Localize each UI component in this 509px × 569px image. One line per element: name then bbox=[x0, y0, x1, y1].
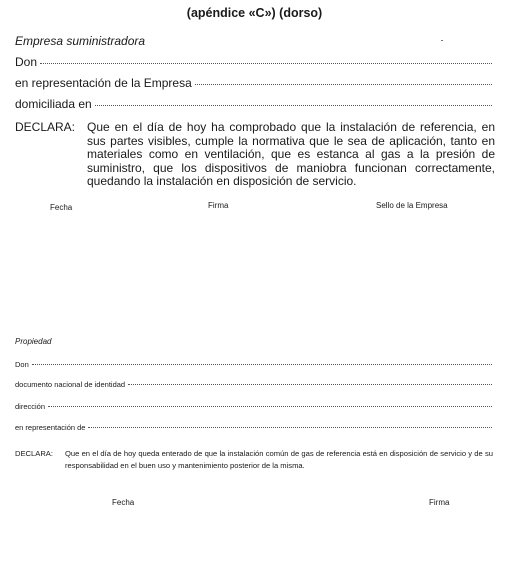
field-don[interactable] bbox=[15, 55, 492, 69]
dotted-line bbox=[195, 84, 492, 85]
dotted-line bbox=[128, 384, 492, 385]
declara-text: Que en el día de hoy ha comprobado que la instalación de referencia, en sus partes visibles, cumple la normativa que le sea de aplicación, tanto en materiales como en ventilación, que es estanca al gas a la presión de suministro, que los dispositivos de maniobra funcionan correctamente, quedando la instalación en disposición de servicio. bbox=[87, 120, 495, 188]
field-label: dirección bbox=[15, 402, 46, 411]
signature-sello: Sello de la Empresa bbox=[376, 201, 448, 210]
dotted-line bbox=[95, 105, 492, 106]
stray-mark bbox=[441, 40, 443, 41]
field-label: domiciliada en bbox=[15, 97, 92, 111]
declaration-2 bbox=[15, 448, 495, 471]
declara-text: Que en el día de hoy queda enterado de que la instalación común de gas de referencia está en disposición de servicio y de su responsabilidad en el buen uso y mantenimiento posterior de la misma. bbox=[65, 449, 493, 470]
field-dni[interactable] bbox=[15, 380, 492, 389]
signature-fecha-2: Fecha bbox=[112, 498, 135, 507]
signature-firma-2: Firma bbox=[429, 498, 450, 507]
dotted-line bbox=[32, 364, 492, 365]
field-label: documento nacional de identidad bbox=[15, 380, 126, 389]
declara-label: DECLARA: bbox=[15, 449, 53, 458]
field-direccion[interactable] bbox=[15, 402, 492, 411]
dotted-line bbox=[40, 63, 492, 64]
signature-fecha: Fecha bbox=[50, 203, 73, 212]
signature-firma: Firma bbox=[208, 201, 229, 210]
section1-heading: Empresa suministradora bbox=[15, 34, 146, 48]
page-title: (apéndice «C») (dorso) bbox=[186, 6, 323, 20]
section2-heading: Propiedad bbox=[15, 337, 52, 346]
declaration-1 bbox=[15, 121, 495, 189]
field-domiciliada[interactable] bbox=[15, 97, 492, 111]
dotted-line bbox=[88, 427, 492, 428]
dotted-line bbox=[48, 406, 492, 407]
field-label: en representación de bbox=[15, 423, 86, 432]
field-representacion[interactable] bbox=[15, 423, 492, 432]
field-label: Don bbox=[15, 360, 29, 369]
field-label: en representación de la Empresa bbox=[15, 76, 192, 90]
field-don-2[interactable] bbox=[15, 360, 492, 369]
declara-label: DECLARA: bbox=[15, 120, 76, 134]
field-label: Don bbox=[15, 55, 38, 69]
field-representacion-empresa[interactable] bbox=[15, 76, 492, 90]
